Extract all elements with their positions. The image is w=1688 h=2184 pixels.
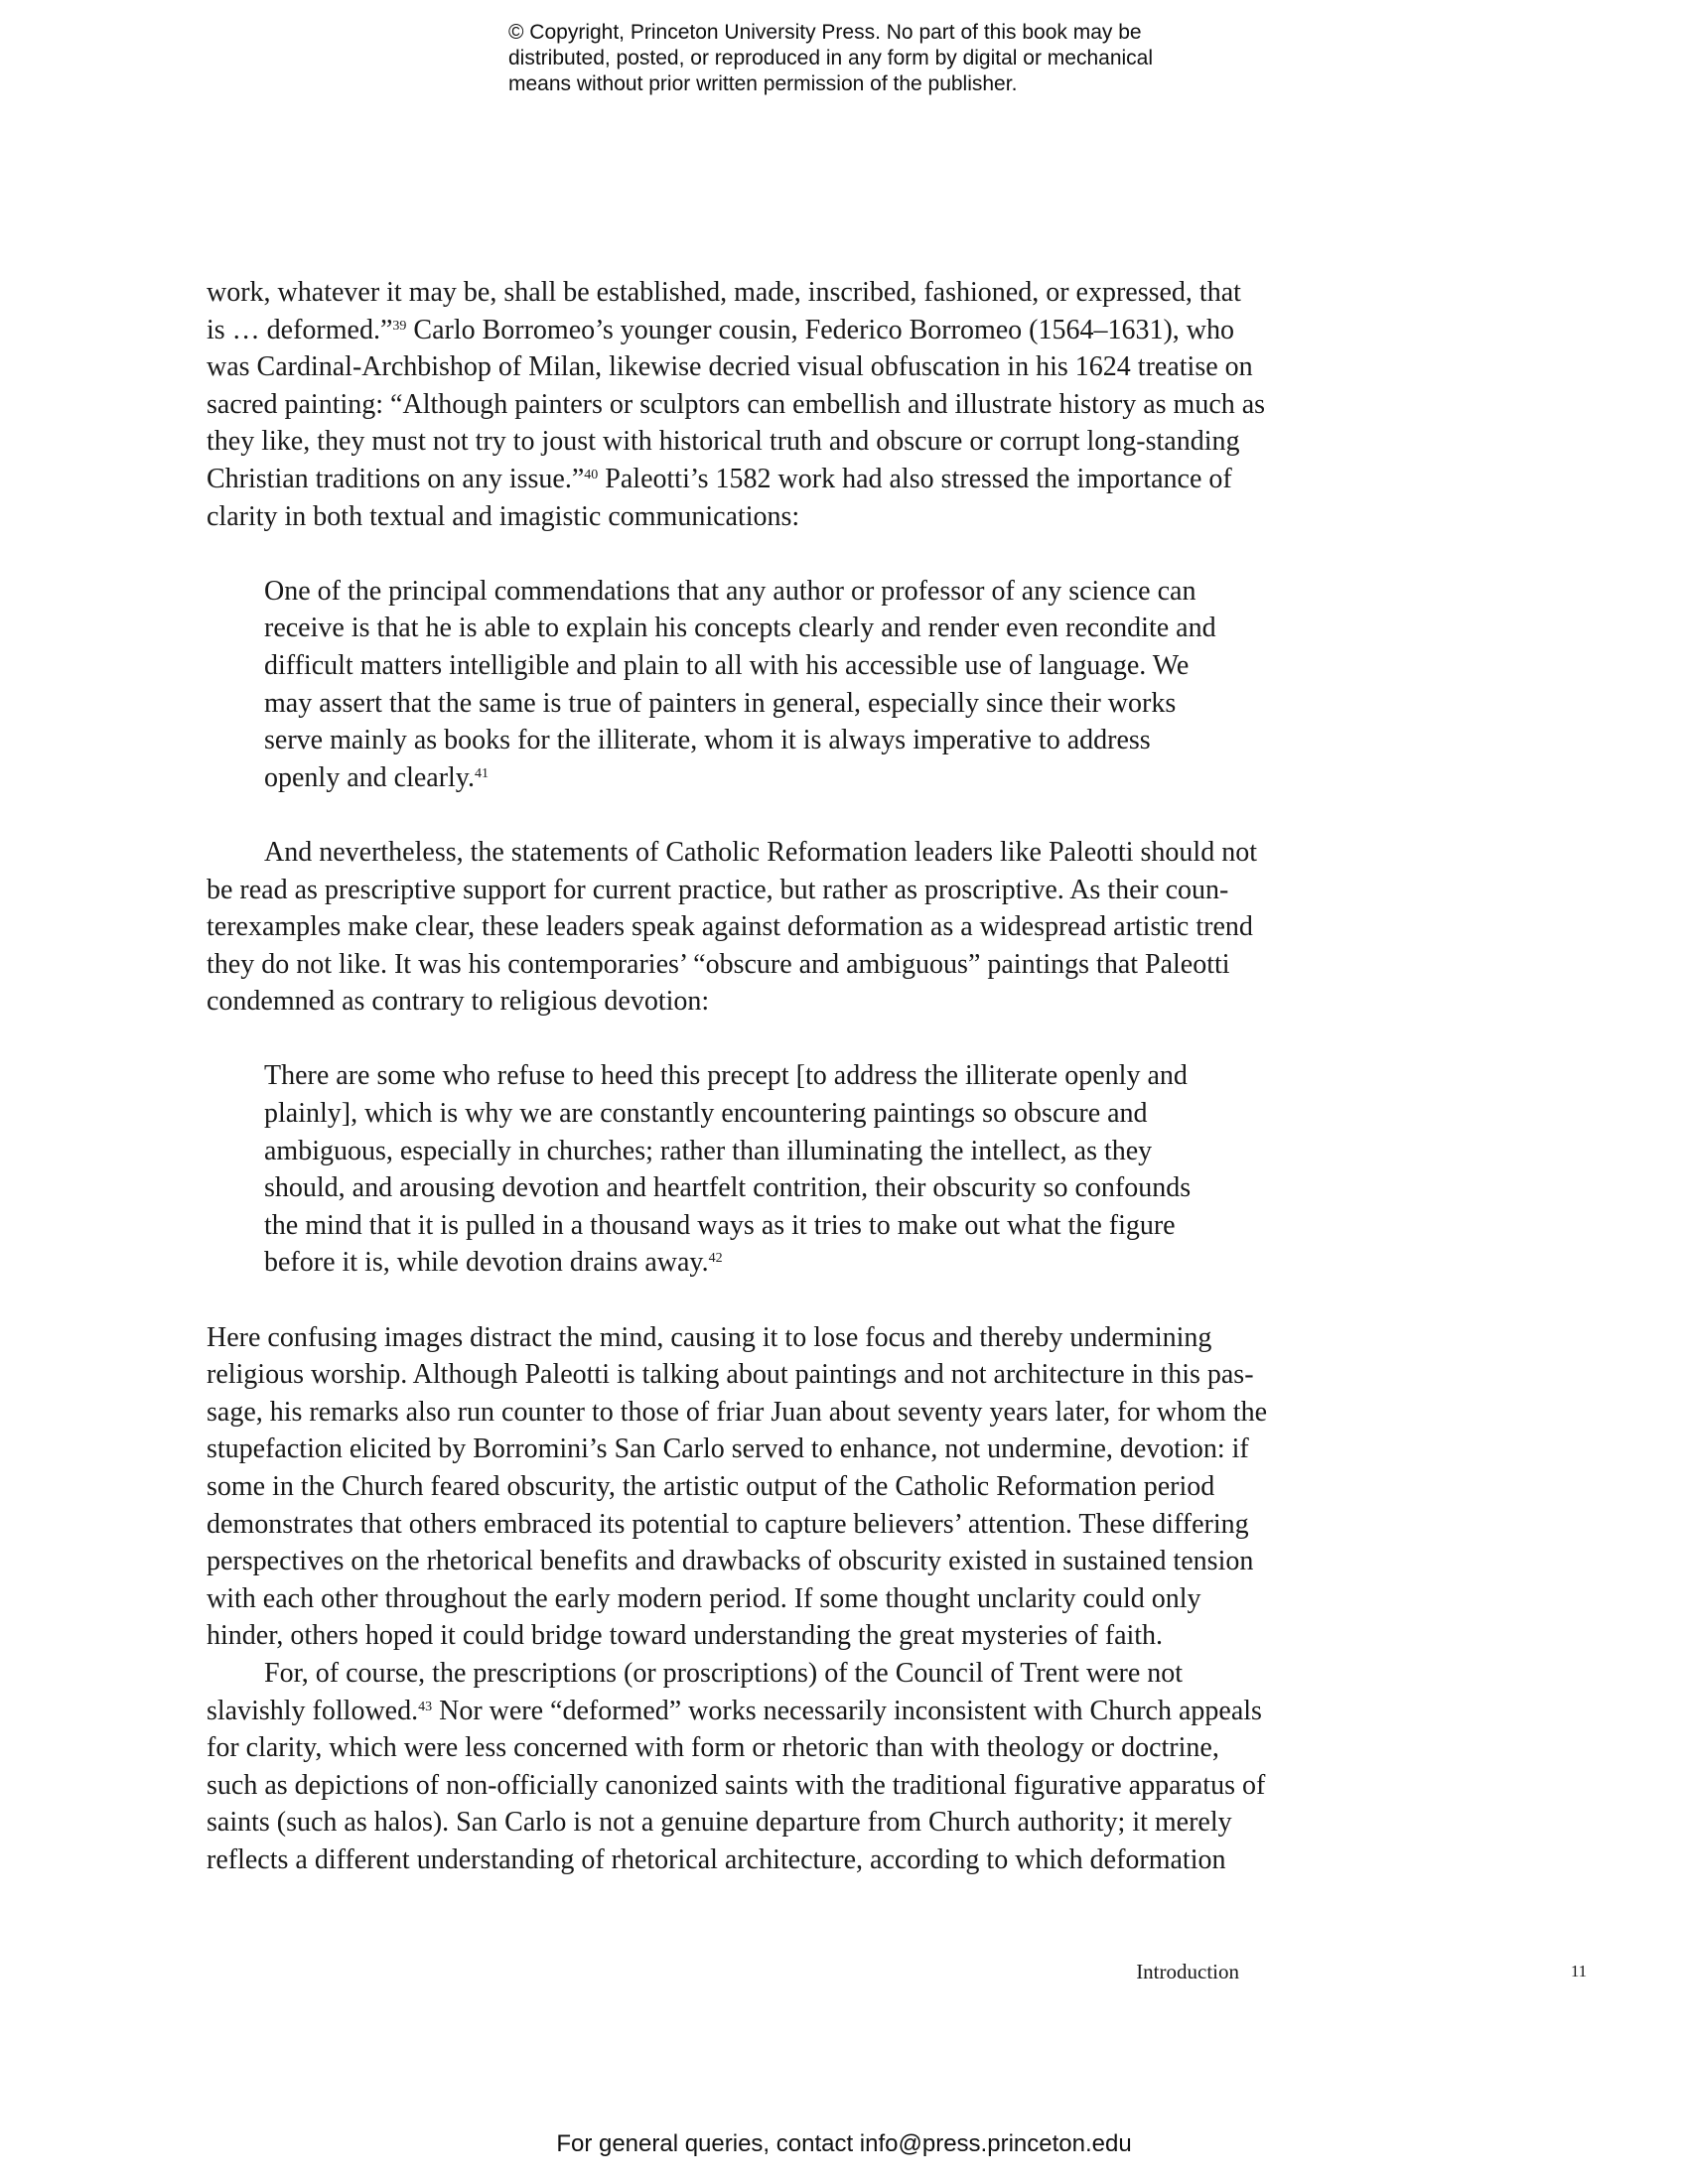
text-line xyxy=(207,312,1259,349)
text-line: clarity in both textual and imagistic communications: xyxy=(207,500,800,532)
text-line: they do not like. It was his contemporaries’ “obscure and ambiguous” paintings that Paleotti xyxy=(207,948,1230,980)
quote-line: may assert that the same is true of painters in general, especially since their works xyxy=(264,687,1177,719)
text-line: stupefaction elicited by Borromini’s San Carlo served to enhance, not undermine, devotion: if xyxy=(207,1433,1249,1465)
text-span: openly and clearly. xyxy=(264,761,475,793)
paragraph xyxy=(207,834,1259,1021)
quote-line: difficult matters intelligible and plain to all with his accessible use of language. We xyxy=(264,649,1190,681)
text-span: slavishly followed. xyxy=(207,1695,419,1726)
footnote-ref-42: 42 xyxy=(708,1251,723,1267)
quote-line: plainly], which is why we are constantly encountering paintings so obscure and xyxy=(264,1098,1148,1130)
text-span: Carlo Borromeo’s younger cousin, Federico Borromeo (1564–1631), who xyxy=(406,314,1235,345)
text-line: was Cardinal-Archbishop of Milan, likewise decried visual obfuscation in his 1624 treatise on xyxy=(207,351,1253,383)
text-line: demonstrates that others embraced its potential to capture believers’ attention. These differing xyxy=(207,1508,1249,1540)
quote-line: receive is that he is able to explain his concepts clearly and render even recondite and xyxy=(264,613,1216,644)
spacer xyxy=(207,796,1259,834)
block-quote xyxy=(207,1057,1259,1282)
body-text xyxy=(207,274,1267,1879)
copyright-line: means without prior written permission of the publisher. xyxy=(508,72,1018,95)
text-line: Here confusing images distract the mind, causing it to lose focus and thereby undermining xyxy=(207,1321,1212,1353)
text-line: work, whatever it may be, shall be established, made, inscribed, fashioned, or expressed, that xyxy=(207,277,1241,308)
text-line: For, of course, the prescriptions (or proscriptions) of the Council of Trent were not xyxy=(264,1657,1184,1689)
text-span: Paleotti’s 1582 work had also stressed the importance of xyxy=(598,463,1232,494)
text-line: And nevertheless, the statements of Catholic Reformation leaders like Paleotti should not xyxy=(264,836,1257,868)
text-line: terexamples make clear, these leaders speak against deformation as a widespread artistic trend xyxy=(207,911,1253,943)
text-span: before it is, while devotion drains away. xyxy=(264,1247,709,1279)
page-number: 11 xyxy=(1570,1962,1588,1980)
quote-line: should, and arousing devotion and heartfelt contrition, their obscurity so confounds xyxy=(264,1172,1192,1204)
quote-line: There are some who refuse to heed this precept [to address the illiterate openly and xyxy=(264,1060,1188,1092)
quote-line xyxy=(264,1244,1259,1282)
paragraph-continuation xyxy=(207,274,1266,535)
text-line: with each other throughout the early modern period. If some thought unclarity could only xyxy=(207,1582,1201,1614)
quote-line: ambiguous, especially in churches; rather than illuminating the intellect, as they xyxy=(264,1135,1153,1166)
text-line: hinder, others hoped it could bridge toward understanding the great mysteries of faith. xyxy=(207,1620,1164,1652)
text-line: be read as prescriptive support for current practice, but rather as proscriptive. As their coun- xyxy=(207,874,1229,905)
text-line: reflects a different understanding of rhetorical architecture, according to which deformation xyxy=(207,1843,1226,1875)
text-span: Nor were “deformed” works necessarily inconsistent with Church appeals xyxy=(432,1695,1262,1726)
paragraph xyxy=(207,1655,1266,1879)
spacer xyxy=(207,535,1259,573)
text-span: is … deformed.” xyxy=(207,314,393,345)
quote-line: One of the principal commendations that any author or professor of any science can xyxy=(264,575,1196,607)
text-line: sage, his remarks also run counter to those of friar Juan about seventy years later, for whom the xyxy=(207,1396,1267,1428)
text-line: some in the Church feared obscurity, the artistic output of the Catholic Reformation period xyxy=(207,1471,1215,1502)
spacer xyxy=(207,1282,1259,1319)
text-line: condemned as contrary to religious devotion: xyxy=(207,986,710,1018)
quote-line: serve mainly as books for the illiterate, whom it is always imperative to address xyxy=(264,725,1151,756)
text-line xyxy=(207,461,1259,498)
footnote-ref-43: 43 xyxy=(418,1699,433,1714)
footnote-ref-40: 40 xyxy=(584,467,599,482)
contact-footer: For general queries, contact info@press.princeton.edu xyxy=(556,2130,1132,2157)
copyright-notice xyxy=(508,20,1263,97)
copyright-line: distributed, posted, or reproduced in any form by digital or mechanical xyxy=(508,47,1154,69)
running-head: Introduction xyxy=(1136,1960,1239,1983)
text-line: such as depictions of non-officially canonized saints with the traditional figurative apparatus of xyxy=(207,1769,1266,1801)
block-quote xyxy=(207,573,1259,797)
quote-line: the mind that it is pulled in a thousand ways as it tries to make out what the figure xyxy=(264,1209,1176,1241)
paragraph xyxy=(207,1319,1267,1655)
text-line: sacred painting: “Although painters or sculptors can embellish and illustrate history as much as xyxy=(207,388,1266,420)
text-line xyxy=(207,1693,1262,1730)
footnote-ref-39: 39 xyxy=(392,318,407,334)
text-line: religious worship. Although Paleotti is talking about paintings and not architecture in this pas- xyxy=(207,1359,1254,1391)
text-line: saints (such as halos). San Carlo is not a genuine departure from Church authority; it merely xyxy=(207,1807,1232,1839)
spacer xyxy=(207,1021,1259,1058)
quote-line xyxy=(264,759,1259,797)
text-line: for clarity, which were less concerned with form or rhetoric than with theology or doctrine, xyxy=(207,1732,1219,1764)
text-line: perspectives on the rhetorical benefits and drawbacks of obscurity existed in sustained tension xyxy=(207,1546,1254,1577)
footnote-ref-41: 41 xyxy=(474,765,489,781)
text-span: Christian traditions on any issue.” xyxy=(207,463,585,494)
text-line: they like, they must not try to joust with historical truth and obscure or corrupt long-standing xyxy=(207,426,1240,458)
copyright-line: © Copyright, Princeton University Press. No part of this book may be xyxy=(508,21,1142,44)
